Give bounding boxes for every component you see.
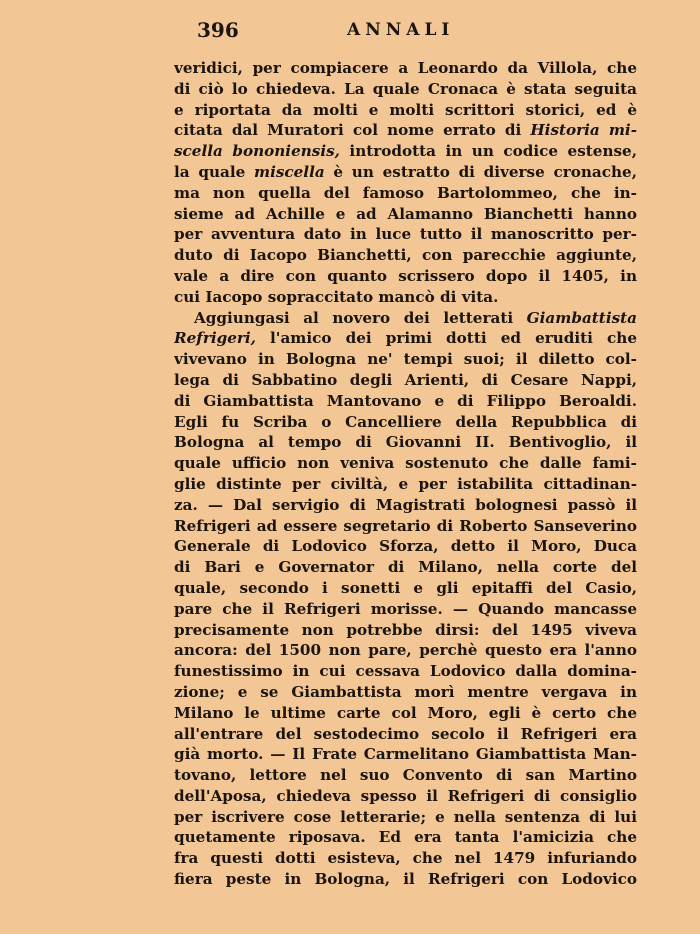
text-line <box>174 141 637 162</box>
text-line: all'entrare del sestodecimo secolo il Refrigeri era <box>174 724 637 743</box>
text-line: veridici, per compiacere a Leonardo da Villola, che <box>174 59 637 77</box>
text-line <box>174 120 637 141</box>
text-line: pare che il Refrigeri morisse. — Quando mancasse <box>174 599 637 618</box>
page-header <box>197 18 637 48</box>
body-text <box>174 58 637 890</box>
text-line: Egli fu Scriba o Cancelliere della Repubblica di <box>174 412 637 431</box>
text-line: lega di Sabbatino degli Arienti, di Cesare Nappi, <box>174 370 637 389</box>
text-line: cui Iacopo sopraccitato mancò di vita. <box>174 287 499 306</box>
text-line: fiera peste in Bologna, il Refrigeri con Lodovico <box>174 870 637 889</box>
text-line: dell'Aposa, chiedeva spesso il Refrigeri di consiglio <box>174 786 637 805</box>
text-line: glie distinte per civiltà, e per istabilita cittadinan- <box>174 474 637 493</box>
text-line: vale a dire con quanto scrissero dopo il 1405, in <box>174 266 637 285</box>
text-fragment: la quale <box>174 162 254 181</box>
text-line: Generale di Lodovico Sforza, detto il Moro, Duca <box>174 537 637 556</box>
text-line <box>174 162 637 183</box>
text-line: già morto. — Il Frate Carmelitano Giambattista Man- <box>174 745 637 764</box>
text-line: funestissimo in cui cessava Lodovico dalla domina- <box>174 662 637 681</box>
text-line: duto di Iacopo Bianchetti, con parecchie aggiunte, <box>174 246 637 265</box>
text-fragment: citata dal Muratori col nome errato di <box>174 121 531 140</box>
text-fragment: Aggiungasi al novero dei letterati <box>194 308 527 327</box>
text-line: Milano le ultime carte col Moro, egli è certo che <box>174 703 637 722</box>
text-fragment: è un estratto di diverse cronache, <box>324 162 637 181</box>
text-line: per avventura dato in luce tutto il manoscritto per- <box>174 225 637 244</box>
text-line <box>174 308 637 329</box>
text-line: zione; e se Giambattista morì mentre vergava in <box>174 682 637 701</box>
italic-text: Giambattista <box>526 308 637 327</box>
text-line: di Bari e Governator di Milano, nella corte del <box>174 558 637 577</box>
text-line: e riportata da molti e molti scrittori storici, ed è <box>174 100 637 119</box>
text-line: tovano, lettore nel suo Convento di san Martino <box>174 766 637 785</box>
italic-text: Historia mi- <box>530 121 637 140</box>
italic-text: Refrigeri, <box>174 329 256 348</box>
text-fragment: l'amico dei primi dotti ed eruditi che <box>255 329 637 348</box>
text-line: Bologna al tempo di Giovanni II. Bentivoglio, il <box>174 433 637 452</box>
text-line: vivevano in Bologna ne' tempi suoi; il diletto col- <box>174 350 637 369</box>
text-line: di Giambattista Mantovano e di Filippo Beroaldi. <box>174 391 637 410</box>
text-line: quetamente riposava. Ed era tanta l'amicizia che <box>174 828 637 847</box>
text-line: per iscrivere cose letterarie; e nella sentenza di lui <box>174 807 637 826</box>
italic-text: scella bononiensis, <box>174 142 340 161</box>
text-line: quale ufficio non veniva sostenuto che dalle fami- <box>174 454 637 473</box>
text-line: Refrigeri ad essere segretario di Roberto Sanseverino <box>174 516 637 535</box>
text-line: fra questi dotti esisteva, che nel 1479 infuriando <box>174 849 637 868</box>
text-line <box>174 328 637 349</box>
page-number: 396 <box>197 18 239 42</box>
text-line: di ciò lo chiedeva. La quale Cronaca è stata seguita <box>174 79 637 98</box>
text-line: precisamente non potrebbe dirsi: del 1495 viveva <box>174 620 637 639</box>
italic-text: miscella <box>254 162 325 181</box>
text-line: ancora: del 1500 non pare, perchè questo era l'anno <box>174 641 637 660</box>
running-title: ANNALI <box>347 20 455 40</box>
text-line: quale, secondo i sonetti e gli epitaffi del Casio, <box>174 578 637 597</box>
text-line: sieme ad Achille e ad Alamanno Bianchetti hanno <box>174 204 637 223</box>
text-fragment: introdotta in un codice estense, <box>339 142 637 161</box>
text-line: za. — Dal servigio di Magistrati bolognesi passò il <box>174 495 637 514</box>
text-line: ma non quella del famoso Bartolommeo, che in- <box>174 183 637 202</box>
